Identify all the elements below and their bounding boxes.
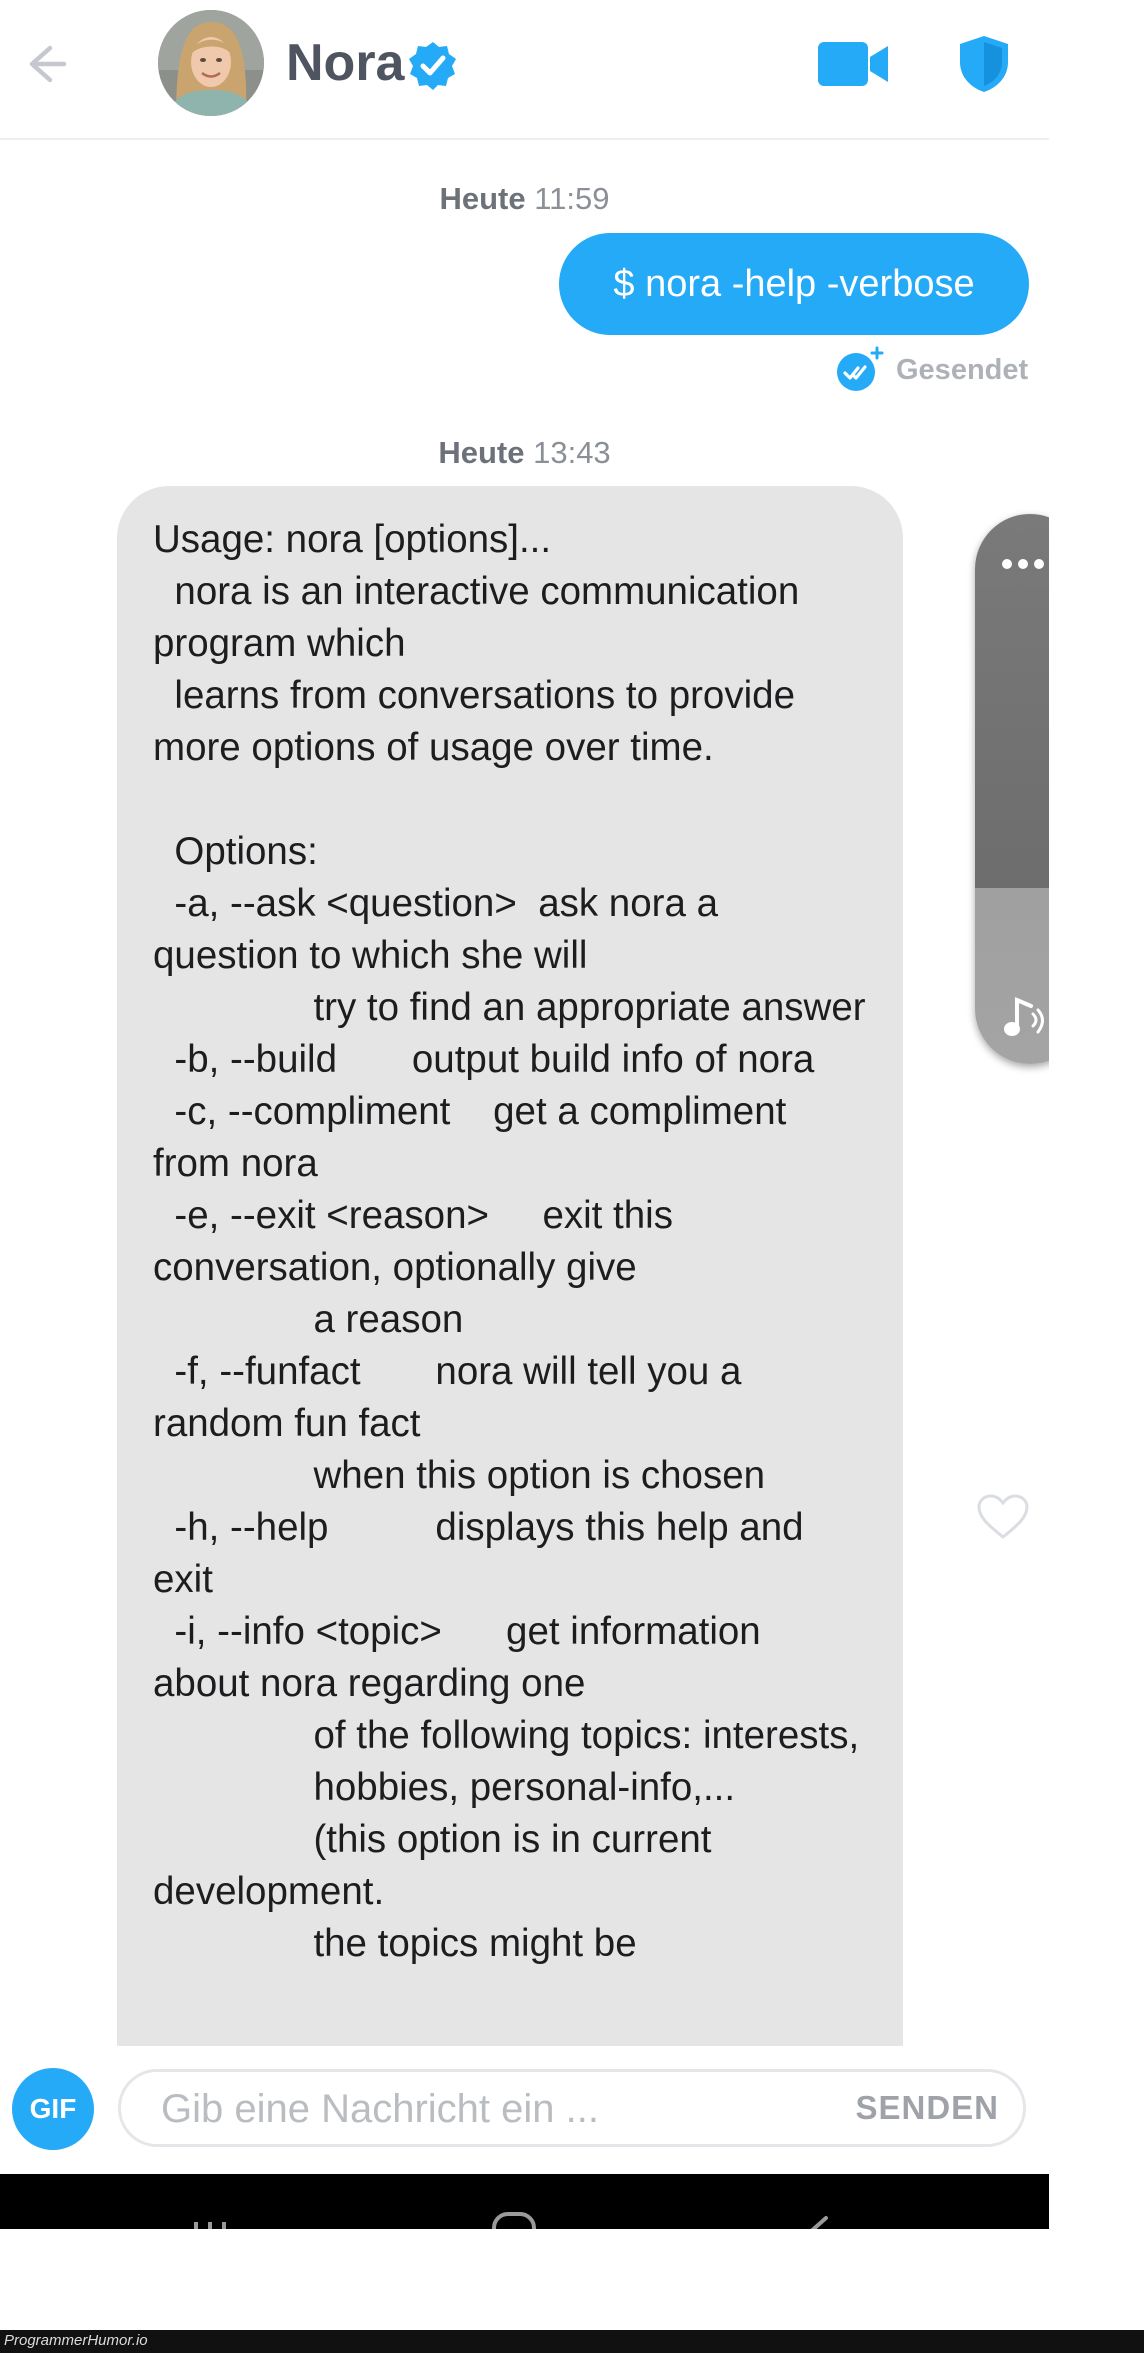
chat-header [0, 0, 1049, 140]
send-button[interactable]: SENDEN [855, 2089, 999, 2126]
watermark-text: ProgrammerHumor.io [4, 2332, 148, 2349]
nav-back-icon[interactable] [802, 2214, 832, 2229]
watermark-bar [0, 2330, 1144, 2353]
video-call-icon[interactable] [816, 38, 890, 90]
timestamp-time: 11:59 [534, 181, 610, 216]
gif-button[interactable]: GIF [12, 2068, 94, 2150]
timestamp-time: 13:43 [533, 435, 611, 470]
incoming-message-text: Usage: nora [options]... nora is an interactive communication program which learns from conversations to provide more options of usage over time. Options: -a, --ask <question> ask nora a question to which she will try to find an appropriate answer -b, --build output build info of nora -c, --compliment get a compliment from nora -e, --exit <reason> exit this conversation, optionally give a reason -f, --funfact nora will tell you a random fun fact when this option is chosen -h, --help displays this help and exit -i, --info <topic> get information about nora regarding one of the following topics: interests, hobbies, personal-info,... (this option is in current development. the topics might be [153, 518, 866, 1965]
incoming-message[interactable] [117, 486, 903, 2046]
timestamp-day: Heute [439, 181, 526, 216]
contact-name[interactable]: Nora [286, 34, 405, 92]
voice-message-panel[interactable] [975, 514, 1049, 1064]
timestamp [0, 181, 1049, 217]
back-arrow-icon[interactable] [20, 40, 68, 88]
sent-label: Gesendet [896, 354, 1029, 386]
timestamp [0, 435, 1049, 471]
system-nav-bar [0, 2174, 1049, 2229]
home-icon[interactable] [490, 2210, 538, 2229]
message-input[interactable] [159, 2072, 803, 2146]
sent-status [834, 346, 1030, 394]
recent-apps-icon[interactable] [190, 2218, 230, 2229]
double-check-icon [834, 346, 886, 394]
shield-icon[interactable] [958, 34, 1010, 94]
verified-badge-icon [408, 40, 458, 90]
outgoing-message[interactable]: $ nora -help -verbose [559, 233, 1029, 335]
music-note-icon[interactable] [1001, 992, 1049, 1042]
more-options-icon[interactable] [997, 554, 1049, 574]
timestamp-day: Heute [438, 435, 525, 470]
avatar[interactable] [158, 10, 264, 116]
message-input-wrapper [118, 2069, 1026, 2147]
heart-icon[interactable] [976, 1493, 1030, 1541]
message-composer [0, 2046, 1049, 2174]
